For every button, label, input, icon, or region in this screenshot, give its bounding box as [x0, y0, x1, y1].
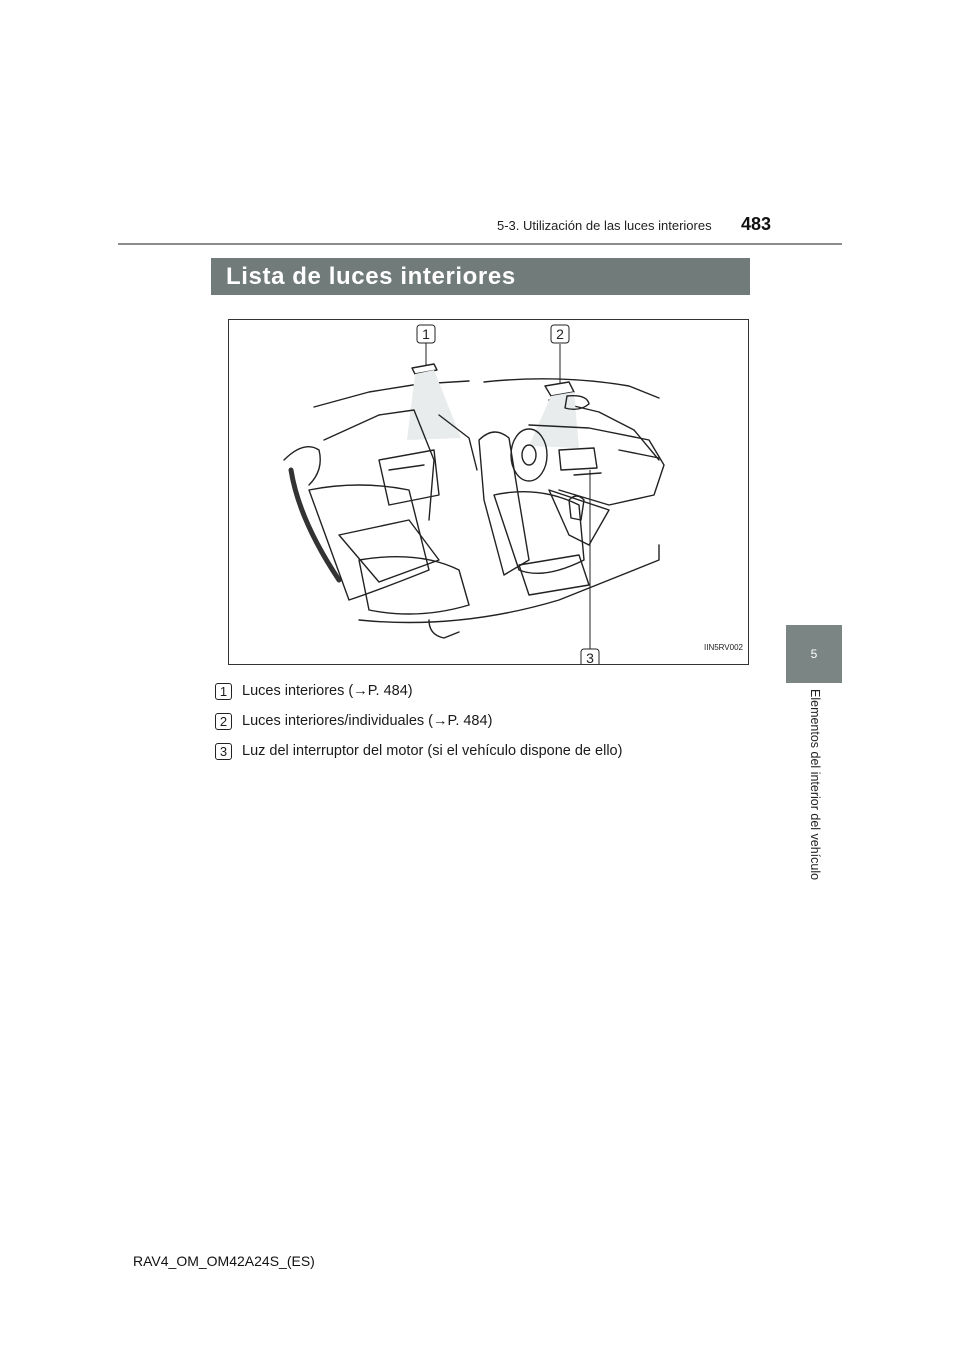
callout-1: 1: [422, 326, 430, 342]
chapter-number: 5: [810, 647, 818, 661]
header-divider: [118, 243, 842, 245]
page-number: 483: [741, 214, 772, 234]
list-badge: 3: [215, 743, 232, 760]
list-badge: 2: [215, 713, 232, 730]
figure-code: IIN5RV002: [704, 643, 743, 652]
chapter-tab[interactable]: [786, 625, 842, 683]
callout-2: 2: [556, 326, 564, 342]
list-text[interactable]: Luces interiores (→P. 484): [242, 683, 413, 699]
footer-doc-id: RAV4_OM_OM42A24S_(ES): [133, 1253, 315, 1269]
car-interior-illustration: [229, 320, 748, 664]
section-heading: Lista de luces interiores: [226, 263, 516, 290]
callout-3: 3: [586, 650, 594, 664]
section-heading-band: [211, 258, 750, 295]
list-text[interactable]: Luces interiores/individuales (→P. 484): [242, 713, 493, 729]
chapter-title: Elementos del interior del vehículo: [808, 689, 822, 881]
interior-lights-figure: [228, 319, 749, 665]
header-section-title: 5-3. Utilización de las luces interiores: [497, 218, 712, 233]
list-badge: 1: [215, 683, 232, 700]
list-text: Luz del interruptor del motor (si el vehículo dispone de ello): [242, 743, 623, 759]
chapter-title-vertical: [807, 689, 823, 899]
